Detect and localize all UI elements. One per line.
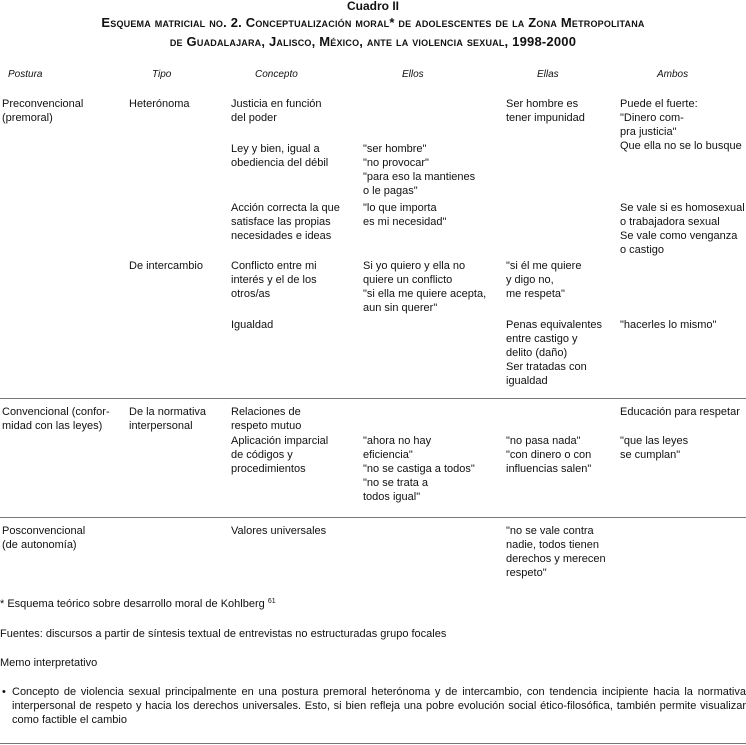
bottom-rule xyxy=(0,743,746,744)
cell-concepto: Igualdad xyxy=(231,319,274,331)
section-divider xyxy=(0,517,746,518)
cell-ellas: "si él me quiere y digo no, me respeta" xyxy=(506,260,582,300)
cell-ellos: Si yo quiero y ella no quiere un conflicto "si ella me quiere acepta, aun sin querer" xyxy=(363,260,487,314)
header-concepto: Concepto xyxy=(255,69,298,80)
section-divider xyxy=(0,398,746,399)
header-ambos: Ambos xyxy=(657,69,689,80)
cell-ellas: Ser hombre es tener impunidad xyxy=(506,98,585,124)
cell-ellos: "lo que importa es mi necesidad" xyxy=(363,202,447,228)
table-caption xyxy=(0,0,746,51)
cell-concepto: Valores universales xyxy=(231,525,327,537)
cell-ellos: "ser hombre" "no provocar" "para eso la mantienes o le pagas" xyxy=(363,143,476,197)
cell-concepto: Acción correcta la que satisface las propias necesidades e ideas xyxy=(231,202,340,242)
table-title-line-1: Esquema matricial no. 2. Conceptualización moral* de adolescentes de la Zona Metropolitana xyxy=(101,15,645,30)
cell-tipo: De intercambio xyxy=(129,260,203,272)
header-tipo: Tipo xyxy=(152,69,172,80)
header-postura: Postura xyxy=(8,69,43,80)
cell-postura: Convencional (confor- midad con las leyes) xyxy=(2,406,110,432)
footnote-kohlberg xyxy=(0,597,746,611)
table-number: Cuadro II xyxy=(346,0,399,13)
cell-concepto: Justicia en función del poder xyxy=(231,98,322,124)
cell-ambos: "hacerles lo mismo" xyxy=(620,319,717,331)
bullet-icon: • xyxy=(2,686,6,698)
footnote-text: * Esquema teórico sobre desarrollo moral de Kohlberg xyxy=(0,598,265,610)
cell-concepto: Aplicación imparcial de códigos y procedimientos xyxy=(231,435,329,475)
memo-text: Concepto de violencia sexual principalmente en una postura premoral heterónoma y de intercambio, con tendencia incipiente hacia la normativa interpersonal de respeto y hacia los derechos universales. Esto, si bien refleja una pobre evolución social ético-filosófica, también permite visualizar como factible el cambio xyxy=(12,686,746,726)
table-title-line-2: de Guadalajara, Jalisco, México, ante la violencia sexual, 1998-2000 xyxy=(169,34,577,49)
cell-ellas: "no pasa nada" "con dinero o con influencias salen" xyxy=(506,435,592,475)
cell-concepto: Ley y bien, igual a obediencia del débil xyxy=(231,143,329,169)
cell-concepto: Relaciones de respeto mutuo xyxy=(231,406,302,432)
cell-ellas: "no se vale contra nadie, todos tienen derechos y merecen respeto" xyxy=(506,525,606,579)
cell-ambos: "que las leyes se cumplan" xyxy=(620,435,689,461)
footnote-sources: Fuentes: discursos a partir de síntesis textual de entrevistas no estructuradas grupo focales xyxy=(0,628,447,640)
cell-tipo: Heterónoma xyxy=(129,98,190,110)
cell-ambos: Se vale si es homosexual o trabajadora sexual Se vale como venganza o castigo xyxy=(620,202,745,256)
cell-postura: Posconvencional (de autonomía) xyxy=(2,525,86,551)
footnote-reference: 61 xyxy=(267,598,276,605)
cell-concepto: Conflicto entre mi interés y el de los otros/as xyxy=(231,260,317,300)
memo-list-item xyxy=(0,685,746,727)
cell-postura: Preconvencional (premoral) xyxy=(2,98,84,124)
cell-ellas: Penas equivalentes entre castigo y delito (daño) Ser tratadas con igualdad xyxy=(506,319,603,387)
header-ellos: Ellos xyxy=(402,69,424,80)
memo-heading: Memo interpretativo xyxy=(0,657,98,669)
cell-tipo: De la normativa interpersonal xyxy=(129,406,207,432)
header-ellas: Ellas xyxy=(537,69,559,80)
cell-ellos: "ahora no hay eficiencia" "no se castiga a todos" "no se trata a todos igual" xyxy=(363,435,475,503)
cell-ambos: Educación para respetar xyxy=(620,406,740,418)
cell-ambos: Puede el fuerte: "Dinero com- pra justicia" Que ella no se lo busque xyxy=(620,98,742,152)
